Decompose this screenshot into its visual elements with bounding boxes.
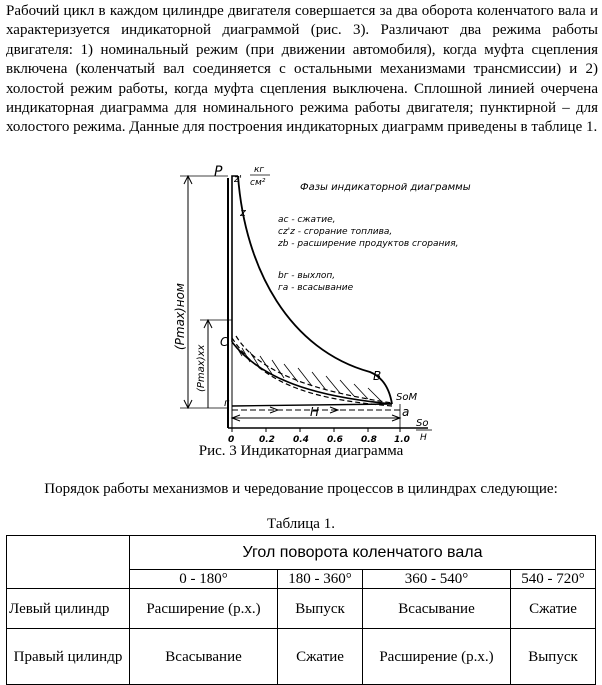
label-b: B	[373, 369, 382, 383]
column-header: 0 - 180°	[130, 570, 278, 589]
nominal-compression-ac	[232, 342, 392, 404]
table-cell: Расширение (р.х.)	[130, 589, 278, 629]
row-header: Правый цилиндр	[7, 629, 130, 685]
table-cell: Выпуск	[278, 589, 363, 629]
label-so: So	[416, 418, 429, 429]
indicator-diagram	[170, 160, 471, 445]
column-header: 360 - 540°	[362, 570, 510, 589]
indicator-diagram-svg	[170, 160, 471, 445]
group-header: Угол поворота коленчатого вала	[130, 536, 596, 570]
table-header-row	[7, 536, 596, 570]
table-cell: Выпуск	[511, 629, 596, 685]
x-tick-label: 0	[228, 435, 235, 445]
label-a: a	[402, 405, 410, 419]
table-corner-cell	[7, 536, 130, 589]
label-h: H	[310, 405, 320, 419]
legend-item: cz'z - сгорание топлива,	[278, 227, 393, 237]
label-z: z	[240, 206, 246, 219]
legend-item: zb - расширение продуктов сгорания,	[278, 239, 459, 249]
row-header: Левый цилиндр	[7, 589, 130, 629]
legend-item: bг - выхлоп,	[278, 271, 336, 281]
label-z-prime: z'	[234, 174, 242, 185]
label-p: P	[214, 164, 223, 180]
figure-caption: Рис. 3 Индикаторная диаграмма	[198, 443, 404, 459]
table-cell: Всасывание	[130, 629, 278, 685]
x-tick-label: 0.8	[361, 435, 377, 445]
legend-item: га - всасывание	[278, 283, 354, 293]
label-pmax-nom: (Pmax)ном	[173, 283, 187, 350]
nominal-combustion	[232, 176, 238, 342]
legend-title: Фазы индикаторной диаграммы	[300, 182, 471, 193]
label-unit-den: см²	[250, 178, 266, 188]
table-title: Таблица 1.	[267, 516, 335, 532]
table-cell: Расширение (р.х.)	[362, 629, 510, 685]
label-g: г	[224, 398, 230, 409]
x-tick-label: 0.4	[293, 435, 309, 445]
table-row	[7, 589, 596, 629]
column-header: 180 - 360°	[278, 570, 363, 589]
process-table	[6, 535, 596, 685]
label-so-m: SoM	[396, 392, 418, 403]
label-c: C	[220, 335, 229, 349]
table-cell: Сжатие	[511, 589, 596, 629]
x-tick-label: 0.6	[327, 435, 343, 445]
label-pmax-xx: (Pmax)хх	[196, 344, 207, 392]
legend-item: ас - сжатие,	[278, 215, 336, 225]
table-cell: Всасывание	[362, 589, 510, 629]
idle-expansion	[236, 336, 392, 403]
order-title: Порядок работы механизмов и чередование процессов в цилиндрах следующие:	[44, 481, 558, 497]
intro-paragraph: Рабочий цикл в каждом цилиндре двигателя совершается за два оборота коленчатого вала и характеризуется индикаторной диаграммой (рис. 3). Различают два режима работы двигателя: 1) номинальный режим (при движении автомобиля), когда муфта сцепления включена (коленчатый вал соединяется с остальными механизмами трансмиссии) и 2) холостой режим работы, когда муфта сцепления выключена. Сплошной линией очерчена индикаторная диаграмма для номинального режима работы двигателя; пунктирной – для холостого режима. Данные для построения индикаторных диаграмм приведены в таблице 1.	[6, 3, 598, 136]
column-header: 540 - 720°	[511, 570, 596, 589]
x-tick-label: 0.2	[259, 435, 275, 445]
label-so-den: H	[420, 433, 427, 443]
table-row	[7, 629, 596, 685]
table-cell: Сжатие	[278, 629, 363, 685]
label-unit-num: кг	[254, 165, 265, 175]
hatch-area	[236, 346, 382, 402]
x-tick-label: 1.0	[394, 435, 410, 445]
